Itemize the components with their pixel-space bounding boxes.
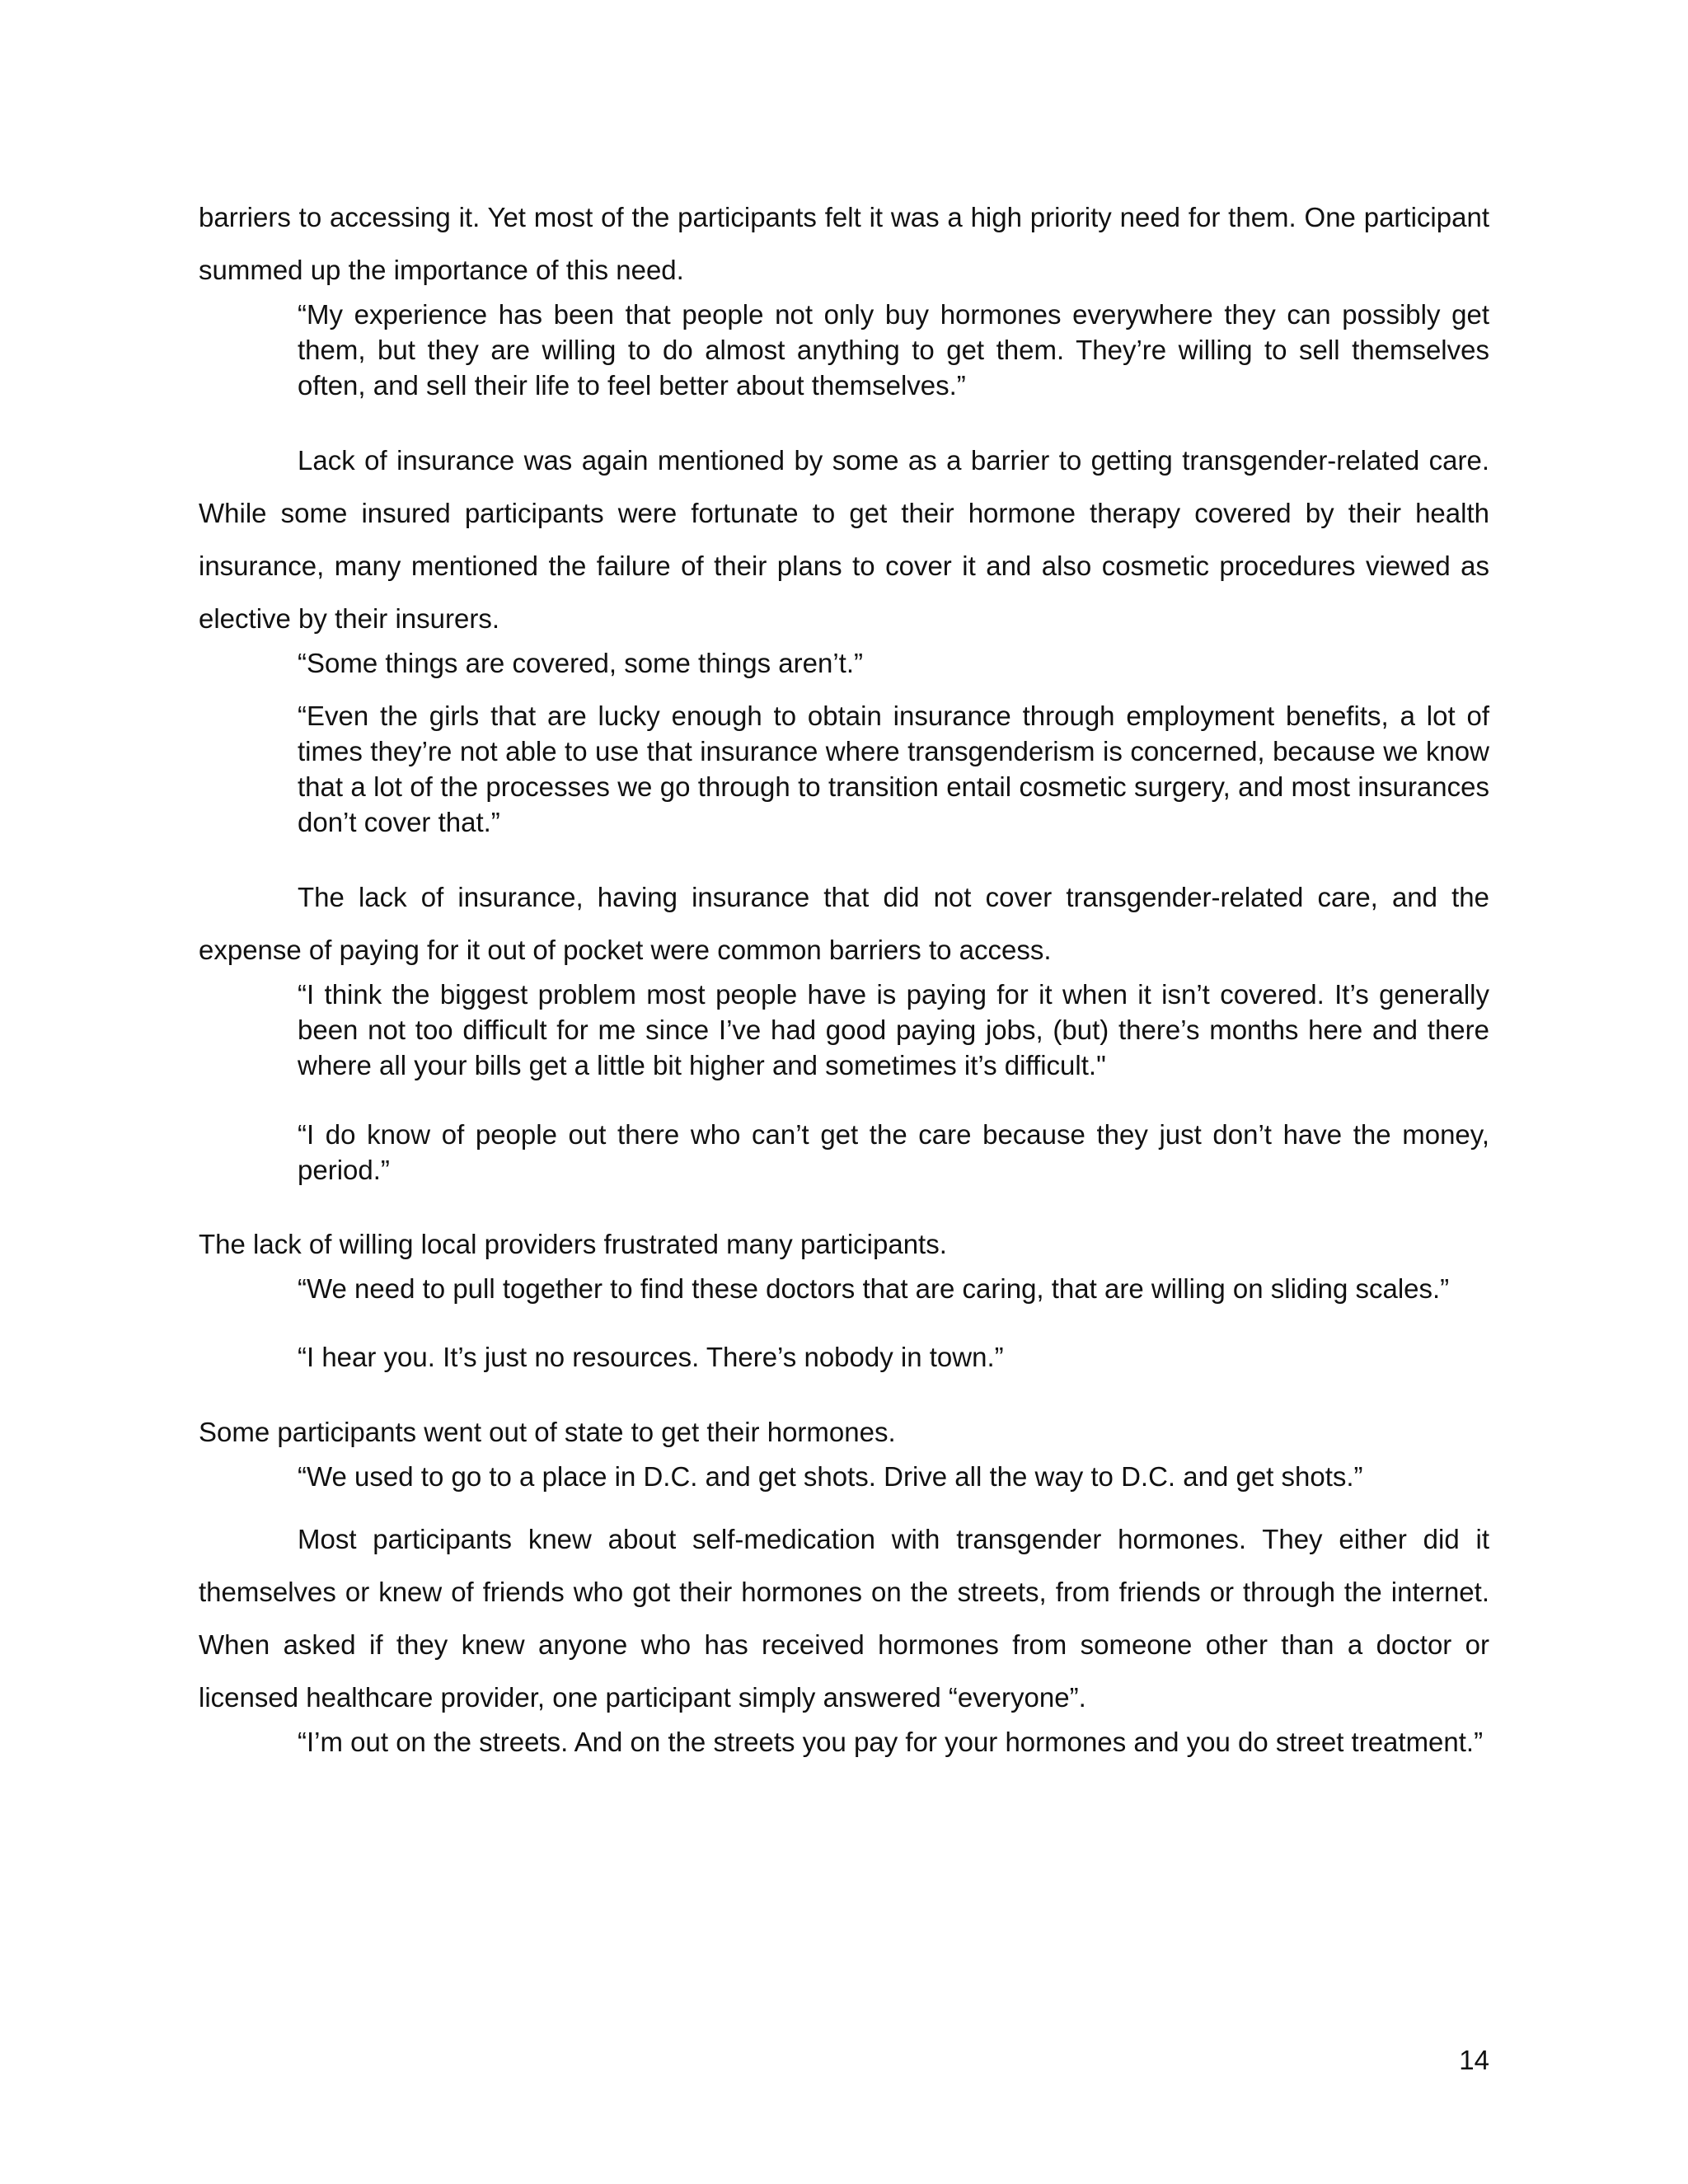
block-quote: “We used to go to a place in D.C. and get shots. Drive all the way to D.C. and get shots.” (298, 1461, 1363, 1492)
block-quote: “I do know of people out there who can’t get the care because they just don’t have the money, period.” (298, 1119, 1489, 1185)
body-paragraph: Most participants knew about self-medication with transgender hormones. They either did it themselves or knew of friends who got their hormones on the streets, from friends or through the internet. When asked if they knew anyone who has received hormones from someone other than a doctor or licensed healthcare provider, one participant simply answered “everyone”. (199, 1524, 1489, 1713)
body-paragraph: Lack of insurance was again mentioned by some as a barrier to getting transgender-related care. While some insured participants were fortunate to get their hormone therapy covered by their health insurance, many mentioned the failure of their plans to cover it and also cosmetic procedures viewed as elective by their insurers. (199, 445, 1489, 634)
block-quote: “I’m out on the streets. And on the streets you pay for your hormones and you do street treatment.” (298, 1727, 1484, 1757)
block-quote: “Some things are covered, some things aren’t.” (298, 648, 863, 678)
block-quote: “My experience has been that people not only buy hormones everywhere they can possibly get them, but they are willing to do almost anything to get them. They’re willing to sell themselves often, and sell their life to feel better about themselves.” (298, 299, 1489, 401)
body-paragraph: The lack of willing local providers frustrated many participants. (199, 1229, 947, 1259)
document-body (199, 191, 1489, 1760)
block-quote: “I hear you. It’s just no resources. There’s nobody in town.” (298, 1342, 1004, 1372)
body-paragraph: The lack of insurance, having insurance that did not cover transgender-related care, and the expense of paying for it out of pocket were common barriers to access. (199, 882, 1489, 965)
body-paragraph: barriers to accessing it. Yet most of the participants felt it was a high priority need for them. One participant summed up the importance of this need. (199, 202, 1489, 285)
block-quote: “Even the girls that are lucky enough to obtain insurance through employment benefits, a lot of times they’re not able to use that insurance where transgenderism is concerned, because we know that a lot of the processes we go through to transition entail cosmetic surgery, and most insurances don’t cover that.” (298, 701, 1489, 837)
block-quote: “We need to pull together to find these doctors that are caring, that are willing on sliding scales.” (298, 1273, 1450, 1304)
page-number: 14 (1459, 2045, 1489, 2075)
block-quote: “I think the biggest problem most people have is paying for it when it isn’t covered. It’s generally been not too difficult for me since I’ve had good paying jobs, (but) there’s months here and there where all your bills get a little bit higher and sometimes it’s difficult." (298, 979, 1489, 1080)
body-paragraph: Some participants went out of state to get their hormones. (199, 1417, 896, 1447)
